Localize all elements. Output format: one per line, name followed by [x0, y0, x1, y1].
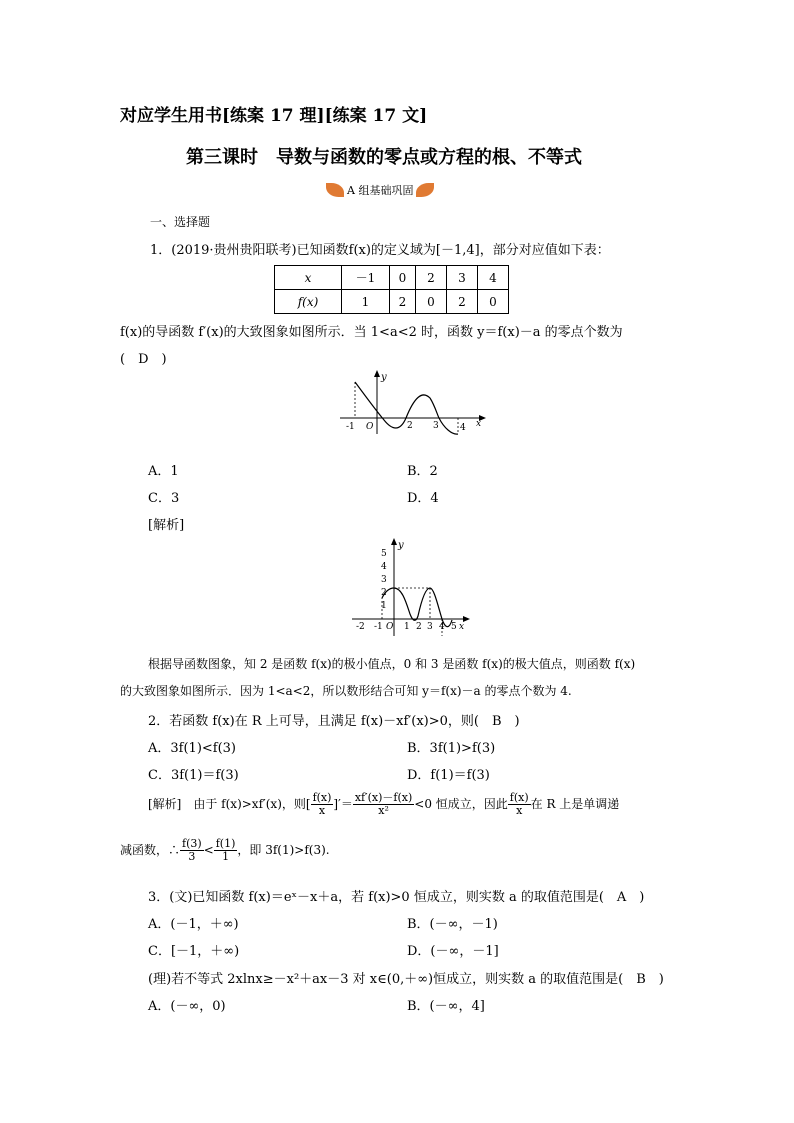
q1-text: f(x)的导函数 f′(x)的大致图象如图所示．当 1<a<2 时，函数 y＝f(x)－a 的零点个数为 [120, 325, 623, 340]
graph2-label: 3 [427, 622, 433, 632]
table-cell: 4 [478, 266, 509, 290]
page-header: 对应学生用书[练案 17 理][练案 17 文] [120, 106, 428, 126]
q1-option-b: B．2 [407, 464, 438, 479]
graph1-label: 4 [460, 423, 466, 433]
q2-option-d: D．f(1)＝f(3) [407, 768, 490, 783]
graph2-label: -2 [356, 622, 365, 632]
table-cell: 3 [447, 266, 478, 290]
fraction-numerator: xf′(x)－f(x) [354, 791, 413, 804]
graph2-label: 1 [404, 622, 410, 632]
graph1-label: O [366, 422, 374, 432]
q2-analysis-line2 [120, 838, 330, 863]
leaf-left-icon [326, 183, 344, 197]
fraction [353, 792, 414, 817]
fraction [311, 792, 334, 817]
graph2-label: O [386, 622, 394, 632]
graph2-label: 3 [381, 575, 387, 585]
fraction-numerator: f(3) [182, 837, 202, 850]
q2-analysis-text: [解析] 由于 f(x)>xf′(x)，则[ [148, 797, 311, 811]
graph2-label: y [398, 540, 404, 551]
q2-analysis-text: ，即 3f(1)>f(3). [237, 843, 330, 857]
values-table [274, 265, 509, 314]
table-row [275, 290, 509, 314]
fraction-numerator: f(1) [215, 837, 236, 850]
graph2-label: -1 [374, 622, 383, 632]
q1-analysis-line2: 的大致图象如图所示．因为 1<a<2，所以数形结合可知 y＝f(x)－a 的零点个数为 4. [120, 684, 572, 698]
graph1-label: -1 [346, 422, 355, 432]
fraction [180, 838, 204, 863]
q2-analysis-text: 在 R 上是单调递 [530, 797, 620, 811]
q3-option-d: D．(－∞，－1] [407, 944, 499, 959]
q3-option-a: A．(－1，＋∞) [148, 917, 239, 932]
q1-option-a: A．1 [148, 464, 179, 479]
section-heading: 一、选择题 [150, 215, 211, 229]
table-cell: －1 [342, 266, 390, 290]
fraction-denominator: x [318, 804, 326, 817]
graph2-label: 5 [381, 549, 387, 559]
table-cell: 1 [342, 290, 390, 314]
q1-jiexi: [解析] [148, 518, 185, 533]
fraction [508, 792, 531, 817]
q1-option-d: D．4 [407, 491, 439, 506]
q1-analysis-line1: 根据导函数图象，知 2 是函数 f(x)的极小值点，0 和 3 是函数 f(x)的极大值点，则函数 f(x) [148, 657, 636, 671]
q2-analysis-text: 减函数，∴ [120, 843, 181, 857]
derivative-graph [340, 368, 490, 438]
q1-answer: ( D ) [120, 352, 167, 367]
q2-analysis-text: <0 恒成立，因此 [414, 797, 508, 811]
graph2-label: x [459, 622, 465, 632]
table-cell: x [275, 266, 342, 290]
q3-li-option-b: B．(－∞，4] [407, 999, 485, 1014]
fraction [214, 838, 238, 863]
q3-option-c: C．[－1，＋∞) [148, 944, 240, 959]
q2-stem: 2．若函数 f(x)在 R 上可导，且满足 f(x)－xf′(x)>0，则( B ) [148, 714, 520, 729]
q3-li-stem: (理)若不等式 2xlnx≥－x²＋ax－3 对 x∈(0,＋∞)恒成立，则实数 a 的取值范围是( B ) [148, 972, 664, 987]
leaf-right-icon [416, 183, 434, 197]
fraction-denominator: 3 [188, 850, 196, 863]
graph2-label: 4 [439, 622, 445, 632]
q3-stem: 3．(文)已知函数 f(x)＝eˣ－x＋a，若 f(x)>0 恒成立，则实数 a 的取值范围是( A ) [148, 890, 645, 905]
q1-option-c: C．3 [148, 491, 180, 506]
fraction-denominator: 1 [222, 850, 230, 863]
fraction-numerator: f(x) [312, 791, 332, 804]
graph2-label: 2 [416, 622, 422, 632]
fraction-numerator: f(x) [509, 791, 529, 804]
table-cell: 2 [390, 290, 416, 314]
q3-option-b: B．(－∞，－1) [407, 917, 498, 932]
table-cell: 0 [478, 290, 509, 314]
graph1-label: 3 [433, 421, 439, 431]
function-graph [352, 536, 474, 640]
graph2-label: 2 [381, 588, 387, 598]
q1-stem: 1．(2019·贵州贵阳联考)已知函数f(x)的定义域为[－1,4]，部分对应值如下表： [150, 243, 610, 258]
table-cell: f(x) [275, 290, 342, 314]
table-cell: 2 [416, 266, 447, 290]
fraction-denominator: x [516, 804, 523, 817]
graph2-label: 4 [381, 562, 387, 572]
table-cell: 2 [447, 290, 478, 314]
group-banner [326, 180, 434, 200]
graph1-label: x [476, 419, 482, 429]
fraction-denominator: x² [378, 804, 389, 817]
q2-option-a: A．3f(1)<f(3) [148, 741, 237, 756]
q2-analysis-line1 [148, 792, 619, 817]
table-row [275, 266, 509, 290]
table-cell: 0 [390, 266, 416, 290]
q3-li-option-a: A．(－∞，0) [148, 999, 226, 1014]
banner-label: A 组基础巩固 [347, 184, 414, 197]
graph2-label: 1 [381, 601, 387, 611]
lesson-title: 第三课时 导数与函数的零点或方程的根、不等式 [186, 147, 582, 168]
q2-option-c: C．3f(1)＝f(3) [148, 768, 239, 783]
table-cell: 0 [416, 290, 447, 314]
q2-analysis-text: < [203, 843, 214, 857]
graph2-label: 5 [451, 622, 457, 632]
graph1-label: 2 [407, 421, 413, 431]
q2-analysis-text: ]′＝ [333, 797, 353, 811]
graph1-label: y [381, 372, 387, 383]
q2-option-b: B．3f(1)>f(3) [407, 741, 496, 756]
